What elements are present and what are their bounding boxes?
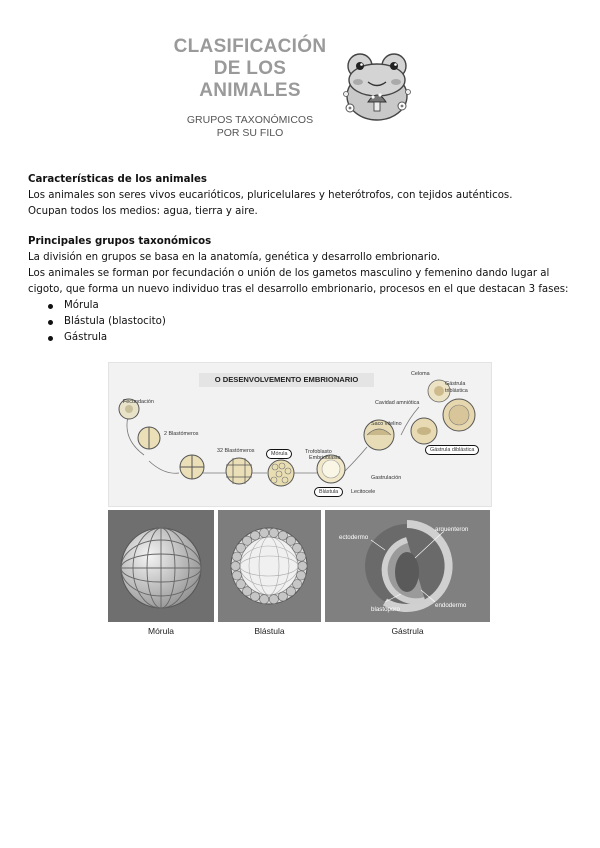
blastula-cell: [293, 580, 302, 589]
label-gastrula-diblastica: Gástrula diblástica: [425, 445, 479, 455]
paragraph: La división en grupos se basa en la anatomía, genética y desarrollo embrionario.: [28, 252, 441, 263]
blastula-cell: [251, 531, 260, 540]
document-title: [150, 36, 350, 102]
main-content: [28, 172, 576, 346]
label-celoma: Celoma: [411, 371, 430, 377]
subtitle-line-1: GRUPOS TAXONÓMICOS: [186, 114, 314, 126]
label-2-blastomeros: 2 Blastómeros: [164, 431, 199, 437]
label-morula: Mórula: [266, 449, 292, 459]
label-trofoblasto: Trofoblasto: [305, 449, 332, 455]
blastula-cell: [232, 571, 241, 580]
blastula-panel: [218, 510, 321, 622]
blastula-cell: [243, 536, 252, 545]
title-line-1: CLASIFICACIÓN: [173, 36, 327, 57]
label-fecundacion: Fecundación: [123, 399, 154, 405]
label-cavidad-amniotica: Cavidad amniótica: [375, 400, 420, 406]
phase-list: [28, 298, 576, 346]
paragraph: Los animales son seres vivos eucarióticos, pluricelulares y heterótrofos, con tejidos auténticos.: [28, 190, 513, 201]
label-arquenteron: arquenteron: [435, 526, 469, 533]
caption-gastrula: Gástrula: [391, 626, 424, 636]
blastula-cell: [286, 536, 295, 545]
list-item: Mórula: [48, 298, 576, 314]
label-endodermo: endodermo: [435, 602, 467, 609]
blastula-cell: [236, 543, 245, 552]
blastula-cell: [260, 528, 269, 537]
caption-morula: Mórula: [148, 626, 174, 636]
label-blastula: Blástula: [314, 487, 343, 497]
blastula-cell: [286, 587, 295, 596]
list-item: Gástrula: [48, 330, 576, 346]
label-gastrula-triblastica: Gástrula triblástica: [445, 381, 468, 394]
label-ectodermo: ectodermo: [339, 534, 369, 541]
blastula-cell: [243, 587, 252, 596]
blastula-cell: [269, 528, 278, 537]
section-heading-groups: Principales grupos taxonómicos: [28, 236, 212, 247]
document-subtitle: [160, 114, 340, 140]
blastula-cell: [298, 561, 307, 570]
label-blastoporo: blastoporo: [371, 606, 400, 613]
caption-blastula: Blástula: [254, 626, 285, 636]
blastula-cell: [236, 580, 245, 589]
blastula-cell: [293, 543, 302, 552]
embryo-stages-figure: [108, 510, 490, 640]
blastula-cell: [278, 592, 287, 601]
section-heading-characteristics: Características de los animales: [28, 174, 207, 185]
label-embrioblasto: Embrioblasto: [309, 455, 341, 461]
subtitle-line-2: POR SU FILO: [216, 127, 284, 139]
list-item: Blástula (blastocito): [48, 314, 576, 330]
blastula-cell: [260, 595, 269, 604]
diagram-banner: O DESENVOLVEMENTO EMBRIONARIO: [199, 373, 374, 387]
label-saco-vitelino: Saco vitelino: [371, 421, 402, 427]
blastula-cell: [297, 552, 306, 561]
morula-panel: [108, 510, 214, 622]
gastrula-panel: [325, 510, 490, 622]
blastula-cell: [297, 571, 306, 580]
title-line-3: ANIMALES: [199, 80, 301, 101]
embryonic-development-diagram: [108, 362, 492, 507]
blastula-cell: [231, 561, 240, 570]
blastula-cell: [269, 595, 278, 604]
blastula-cell: [278, 531, 287, 540]
paragraph: Los animales se forman por fecundación o unión de los gametos masculino y femenino dando lugar al cigoto, que forma un nuevo individuo tras el desarrollo embrionario, procesos en el que destacan 3 fases:: [28, 268, 569, 295]
title-line-2: DE LOS: [213, 58, 287, 79]
frog-mascot-icon: [338, 44, 416, 124]
label-lecitocele: Lecitocele: [351, 489, 376, 495]
blastula-cell: [232, 552, 241, 561]
paragraph: Ocupan todos los medios: agua, tierra y aire.: [28, 206, 258, 217]
blastula-cell: [251, 592, 260, 601]
label-gastrulacion: Gastrulación: [371, 475, 402, 481]
label-32-blastomeros: 32 Blastómeros: [217, 448, 255, 454]
